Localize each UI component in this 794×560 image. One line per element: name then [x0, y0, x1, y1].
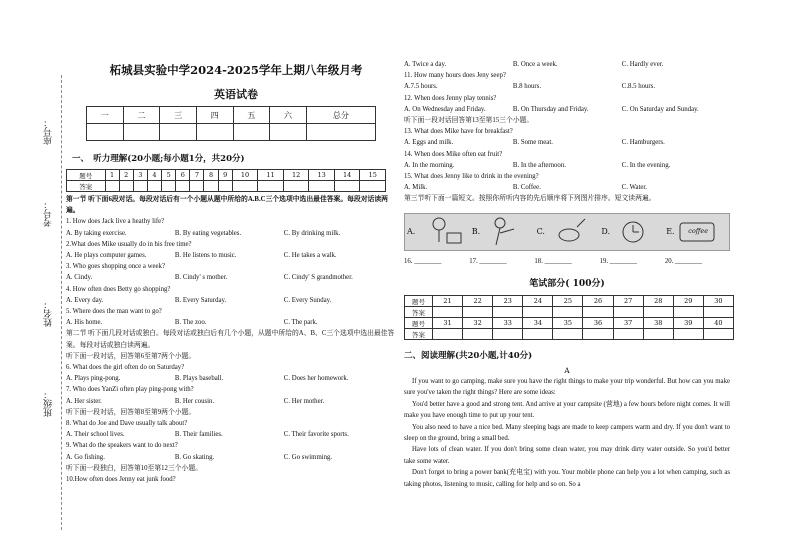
question-number-cell: 31: [433, 318, 463, 329]
listening-questions-left: [66, 194, 396, 485]
answer-cell[interactable]: [119, 181, 133, 192]
answer-cell[interactable]: [309, 181, 335, 192]
answer-cell[interactable]: [147, 181, 161, 192]
answer-option[interactable]: B. Go skating.: [174, 453, 215, 461]
answer-option[interactable]: A. Go fishing.: [66, 453, 105, 461]
question-number-cell: 15: [360, 170, 386, 181]
answer-option[interactable]: B. In the afternoon.: [512, 161, 566, 169]
question-text: 第一节 听下面6段对话。每段对话后有一个小题从题中所给的A.B.C三个选项中选出最佳答案。每段对话读两遍。: [66, 196, 388, 215]
score-cell[interactable]: [196, 124, 233, 141]
score-cell[interactable]: [160, 124, 197, 141]
answer-cell[interactable]: [553, 329, 583, 340]
option-row: [404, 160, 734, 171]
picture-b: [470, 215, 535, 249]
answer-option[interactable]: A. Plays ping-pong.: [66, 375, 121, 383]
option-row: [66, 250, 396, 261]
answer-grid-label: 答案: [405, 329, 433, 340]
blank-17[interactable]: 17. ________: [469, 258, 507, 265]
answer-option[interactable]: A. Every day.: [66, 296, 104, 304]
answer-grid-listening: [66, 169, 386, 192]
answer-cell[interactable]: [232, 181, 258, 192]
answer-cell[interactable]: [204, 181, 218, 192]
picture-label: D.: [601, 227, 611, 236]
question-number-cell: 28: [643, 296, 673, 307]
answer-cell[interactable]: [360, 181, 386, 192]
answer-option[interactable]: A. Cindy.: [66, 274, 93, 282]
answer-grid-row: [405, 307, 734, 318]
score-header: 五: [233, 107, 270, 124]
question-text: 第三节听下面一篇短文。按照你所听内容的先后顺序将下列图片排序。短文读两遍。: [404, 195, 656, 203]
score-header: 一: [87, 107, 124, 124]
question-text: 6. What does the girl often do on Saturday?: [66, 364, 185, 372]
picture-caption: coffee: [688, 227, 709, 235]
question-number-cell: 5: [162, 170, 176, 181]
answer-cell[interactable]: [553, 307, 583, 318]
question-number-cell: 27: [613, 296, 643, 307]
answer-cell[interactable]: [613, 307, 643, 318]
seat-number-label: 座号：: [44, 118, 54, 145]
answer-cell[interactable]: [583, 329, 613, 340]
answer-option[interactable]: A. Twice a day.: [404, 61, 447, 68]
question-text: 11. How many hours does Jeny seep?: [404, 72, 506, 80]
answer-grid-row: [405, 296, 734, 307]
option-row: [66, 272, 396, 283]
picture-strip: [404, 213, 730, 251]
answer-option[interactable]: C. The park.: [283, 319, 318, 327]
question-text: 5. Where does the man want to go?: [66, 308, 162, 316]
question-number-cell: 40: [703, 318, 733, 329]
question-text: 听下面一段独白，回答第10至第12三个小题。: [66, 464, 202, 472]
answer-cell[interactable]: [673, 329, 703, 340]
option-row: [404, 137, 734, 148]
question-number-cell: 3: [133, 170, 147, 181]
question-text: 第二节 听下面几段对话或独白。每段对话或独白后有几个小题，从题中所给的A、B、C三个选项中选出最佳答案。每段对话或独白读两遍。: [66, 330, 395, 349]
answer-option[interactable]: B. Some meat.: [512, 139, 553, 147]
answer-cell[interactable]: [703, 307, 733, 318]
answer-option[interactable]: A. Their school lives.: [66, 431, 125, 439]
picture-label: A.: [407, 227, 416, 236]
question-number-cell: 8: [204, 170, 218, 181]
score-cell[interactable]: [306, 124, 375, 141]
option-row: [66, 396, 396, 407]
picture-e: [664, 215, 729, 249]
question-number-cell: 7: [190, 170, 204, 181]
answer-option[interactable]: C. Their favorite sports.: [283, 431, 349, 439]
score-cell[interactable]: [270, 124, 307, 141]
question-number-cell: 33: [493, 318, 523, 329]
score-cell[interactable]: [233, 124, 270, 141]
question-text: 10.How often does Jenny eat junk food?: [66, 476, 176, 484]
answer-cell[interactable]: [258, 181, 284, 192]
answer-option[interactable]: C. Her mother.: [283, 397, 325, 405]
picture-c: [535, 215, 600, 249]
answer-option[interactable]: C. Every Sunday.: [283, 296, 332, 304]
answer-option[interactable]: C.8.5 hours.: [621, 83, 656, 91]
picture-a: [405, 215, 470, 249]
answer-option[interactable]: A. Milk.: [404, 184, 428, 192]
question-text: 13. What does Mike have for breakfast?: [404, 128, 513, 136]
answer-option[interactable]: C. Water.: [621, 184, 647, 192]
question-number-cell: 14: [334, 170, 360, 181]
answer-cell[interactable]: [190, 181, 204, 192]
passage-paragraph: You'd better have a good and strong tent. And arrive at your campsite (营地) a few hours before night comes. It will make you have enough time to put up your tent.: [404, 400, 730, 420]
question-number-cell: 35: [553, 318, 583, 329]
passage-paragraph: Don't forget to bring a power bank(充电宝) with you. Your mobile phone can help you a lot when camping, such as taking photos, listening to music, calling for help and so on. So a: [404, 469, 730, 488]
question-number-cell: 30: [703, 296, 733, 307]
passage-letter: A: [564, 366, 570, 375]
answer-cell[interactable]: [176, 181, 190, 192]
score-cell[interactable]: [87, 124, 124, 141]
answer-option[interactable]: C. Does her homework.: [283, 375, 349, 383]
written-part-heading: 笔试部分( 100分): [529, 279, 605, 289]
question-text: 7. Who does YanZi often play ping-pong with?: [66, 386, 194, 394]
answer-cell[interactable]: [493, 329, 523, 340]
answer-option[interactable]: B. Plays baseball.: [174, 375, 224, 383]
answer-cell[interactable]: [583, 307, 613, 318]
question-number-cell: 39: [673, 318, 703, 329]
answer-option[interactable]: C. He takes a walk.: [283, 252, 337, 260]
answer-option[interactable]: A.7.5 hours.: [404, 83, 438, 91]
answer-cell[interactable]: [218, 181, 232, 192]
answer-option[interactable]: A. He plays computer games.: [66, 252, 147, 260]
question-text: 9. What do the speakers want to do next?: [66, 442, 178, 450]
answer-cell[interactable]: [643, 307, 673, 318]
binding-line: [61, 75, 62, 530]
answer-option[interactable]: B. Her cousin.: [174, 397, 215, 405]
option-row: [66, 429, 396, 440]
question-text: 1. How does Jack live a heathy life?: [66, 218, 165, 226]
answer-grid-label: 题号: [405, 318, 433, 329]
answer-grid-label: 答案: [405, 307, 433, 318]
answer-grid-label: 答案: [67, 181, 106, 192]
answer-option[interactable]: B. Once a week.: [512, 61, 558, 68]
answer-cell[interactable]: [463, 307, 493, 318]
score-table: [86, 106, 376, 141]
option-row: [66, 452, 396, 463]
listening-questions-right: [404, 59, 734, 205]
answer-option[interactable]: B.8 hours.: [512, 83, 542, 91]
option-row: [404, 182, 734, 193]
exam-number-label: 考号：: [44, 200, 54, 227]
answer-cell[interactable]: [643, 329, 673, 340]
answer-grid-row: [67, 170, 386, 181]
answer-cell[interactable]: [523, 307, 553, 318]
picture-label: C.: [536, 227, 545, 236]
question-number-cell: 6: [176, 170, 190, 181]
question-text: 听下面一段对话，回答第8至第9两个小题。: [66, 408, 196, 416]
answer-grid-label: 题号: [67, 170, 106, 181]
question-number-cell: 26: [583, 296, 613, 307]
answer-option[interactable]: B. Coffee.: [512, 184, 541, 192]
question-number-cell: 12: [283, 170, 309, 181]
answer-cell[interactable]: [613, 329, 643, 340]
answer-cell[interactable]: [133, 181, 147, 192]
score-header: 三: [160, 107, 197, 124]
question-text: 14. When does Mike often eat fruit?: [404, 150, 503, 158]
question-number-cell: 13: [309, 170, 335, 181]
answer-option[interactable]: B. He listens to music.: [174, 252, 237, 260]
question-number-cell: 11: [258, 170, 284, 181]
class-label: 班级：: [44, 390, 54, 417]
answer-option[interactable]: B. Their families.: [174, 431, 223, 439]
question-text: 3. Who goes shopping once a week?: [66, 263, 165, 271]
question-number-cell: 22: [463, 296, 493, 307]
exam-subtitle: 英语试卷: [214, 88, 258, 101]
answer-option[interactable]: B. On Thursday and Friday.: [512, 105, 589, 113]
score-cell[interactable]: [123, 124, 160, 141]
question-text: 15. What does Jenny like to drink in the evening?: [404, 173, 539, 181]
question-number-cell: 24: [523, 296, 553, 307]
answer-option[interactable]: B. Every Saturday.: [174, 296, 227, 304]
answer-cell[interactable]: [283, 181, 309, 192]
blank-19[interactable]: 19. ________: [599, 258, 637, 265]
answer-grid-row: [405, 318, 734, 329]
answer-grid-label: 题号: [405, 296, 433, 307]
option-row: [404, 104, 734, 115]
answer-option[interactable]: A. Her sister.: [66, 397, 102, 405]
score-header: 总分: [306, 107, 375, 124]
question-number-cell: 36: [583, 318, 613, 329]
answer-grid-row: [67, 181, 386, 192]
question-text: 听下面一段对话回答第13至第15三个小题。: [404, 117, 534, 125]
answer-cell[interactable]: [433, 307, 463, 318]
answer-option[interactable]: A. Eggs and milk.: [404, 139, 454, 147]
question-number-cell: 32: [463, 318, 493, 329]
answer-option[interactable]: A. On Wednesday and Friday.: [404, 105, 486, 113]
answer-option[interactable]: B. The zoo.: [174, 319, 207, 327]
answer-cell[interactable]: [493, 307, 523, 318]
score-header: 四: [196, 107, 233, 124]
name-label: 姓名：: [44, 300, 54, 327]
option-row: [66, 373, 396, 384]
question-text: 8. What do Joe and Dave usually talk about?: [66, 420, 188, 428]
option-row: [66, 317, 396, 328]
answer-option[interactable]: C. In the evening.: [621, 161, 671, 169]
picture-label: B.: [471, 227, 481, 236]
answer-option[interactable]: B. By eating vegetables.: [174, 229, 242, 237]
answer-cell[interactable]: [523, 329, 553, 340]
option-row: [66, 295, 396, 306]
answer-option[interactable]: C. Cindy' S grandmother.: [283, 274, 353, 282]
blank-16[interactable]: 16. ________: [404, 258, 442, 265]
answer-cell[interactable]: [703, 329, 733, 340]
answer-option[interactable]: B. Cindy' s mother.: [174, 274, 228, 282]
answer-grid-written: [404, 295, 734, 340]
answer-option[interactable]: C. On Saturday and Sunday.: [621, 105, 699, 113]
question-number-cell: 34: [523, 318, 553, 329]
question-number-cell: 25: [553, 296, 583, 307]
question-number-cell: 21: [433, 296, 463, 307]
question-number-cell: 29: [673, 296, 703, 307]
answer-option[interactable]: C. Hamburgers.: [621, 139, 665, 147]
blank-18[interactable]: 18. ________: [534, 258, 572, 265]
score-header: 六: [270, 107, 307, 124]
passage-paragraph: If you want to go camping, make sure you have the right things to make your trip wonderful. But how can you make sure you've taken the right things? Here are some ideas:: [404, 378, 730, 397]
exam-title: 柘城县实验中学2024-2025学年上期八年级月考: [109, 63, 363, 77]
answer-option[interactable]: A. In the morning.: [404, 161, 455, 169]
ordering-blanks: [404, 258, 730, 265]
question-number-cell: 38: [643, 318, 673, 329]
answer-option[interactable]: C. Hardly ever.: [621, 61, 664, 68]
option-row: [404, 81, 734, 92]
answer-cell[interactable]: [162, 181, 176, 192]
question-text: 4. How often does Betty go shopping?: [66, 285, 171, 293]
picture-d: [599, 215, 664, 249]
question-text: 2.What does Mike usually do in his free time?: [66, 240, 192, 248]
answer-cell[interactable]: [673, 307, 703, 318]
picture-label: E.: [666, 227, 675, 236]
question-number-cell: 10: [232, 170, 258, 181]
question-number-cell: 23: [493, 296, 523, 307]
answer-cell[interactable]: [334, 181, 360, 192]
answer-option[interactable]: C. Go swimming.: [283, 453, 333, 461]
blank-20[interactable]: 20. ________: [664, 258, 703, 265]
passage-paragraph: Have lots of clean water. If you don't bring some clean water, you may drink dirty water outside. So you'd better take some water.: [404, 446, 730, 465]
question-number-cell: 37: [613, 318, 643, 329]
answer-cell[interactable]: [463, 329, 493, 340]
option-row: [404, 59, 734, 70]
question-text: 12. When does Jenny play tennis?: [404, 94, 497, 102]
section2-heading: 二、阅读理解(共20小题,计40分): [404, 351, 533, 361]
question-text: 听下面一段对话，回答第6至第7两个小题。: [66, 352, 196, 360]
score-header: 二: [123, 107, 160, 124]
reading-passage: [404, 376, 730, 490]
section1-heading: 一、 听力理解(20小题;每小题1分，共20分): [72, 154, 245, 164]
answer-cell[interactable]: [105, 181, 119, 192]
answer-option[interactable]: A. His home.: [66, 319, 103, 327]
answer-cell[interactable]: [433, 329, 463, 340]
question-number-cell: 4: [147, 170, 161, 181]
question-number-cell: 2: [119, 170, 133, 181]
option-row: [66, 228, 396, 239]
answer-option[interactable]: C. By drinking milk.: [283, 229, 341, 237]
passage-paragraph: You also need to have a nice bed. Many sleeping bags are made to keep campers warm and dry. If you don't want to sleep on the ground, bring a small bed.: [404, 423, 730, 443]
answer-option[interactable]: A. By taking exercise.: [66, 229, 127, 237]
question-number-cell: 1: [105, 170, 119, 181]
question-number-cell: 9: [218, 170, 232, 181]
answer-grid-row: [405, 329, 734, 340]
